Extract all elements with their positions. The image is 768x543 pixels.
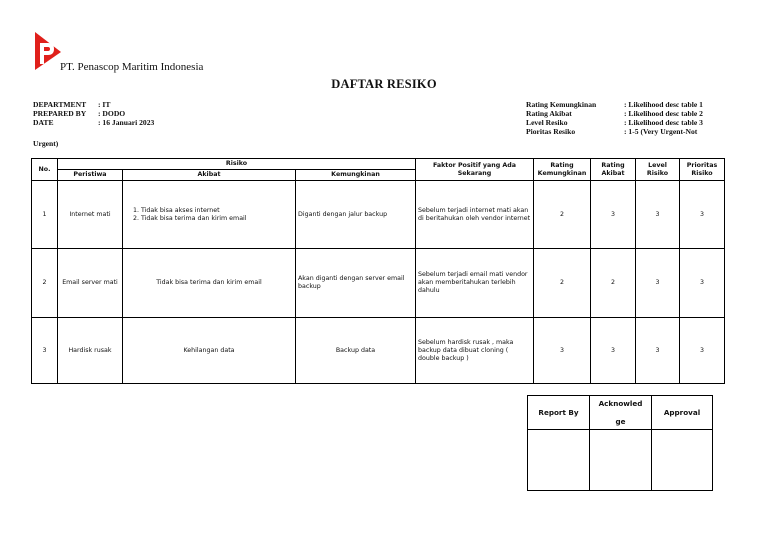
prepared-by-row	[33, 109, 154, 118]
row-level: 3	[636, 181, 680, 249]
row-kemungkinan: Akan diganti dengan server email backup	[296, 249, 416, 318]
legend-label: Rating Akibat	[526, 109, 572, 118]
list-item: 2. Tidak bisa terima dan kirim email	[141, 215, 293, 223]
rating-legend	[526, 100, 703, 136]
document-info	[33, 100, 154, 127]
legend-label: Pioritas Resiko	[526, 127, 576, 136]
row-rating-akibat: 3	[591, 318, 636, 384]
header-prioritas: Prioritas Risiko	[680, 159, 725, 181]
header-faktor: Faktor Positif yang Ada Sekarang	[416, 159, 534, 181]
risk-table	[31, 158, 725, 384]
signature-table	[527, 395, 713, 491]
department-value: : IT	[98, 100, 111, 109]
row-faktor: Sebelum terjadi internet mati akan di beritahukan oleh vendor internet	[416, 181, 534, 249]
legend-continuation: Urgent)	[33, 139, 59, 148]
company-logo	[31, 30, 63, 74]
header-akibat: Akibat	[123, 170, 296, 181]
header-risiko: Risiko	[58, 159, 416, 170]
row-rating-kemungkinan: 3	[534, 318, 591, 384]
acknowledge-line-2: ge	[615, 417, 626, 426]
row-level: 3	[636, 249, 680, 318]
row-akibat: Tidak bisa terima dan kirim email	[123, 249, 296, 318]
row-faktor: Sebelum hardisk rusak , maka backup data dibuat cloning ( double backup )	[416, 318, 534, 384]
legend-rating-kemungkinan	[526, 100, 703, 109]
legend-value: : Likelihood desc table 3	[624, 118, 703, 127]
acknowledge-label	[590, 396, 652, 430]
legend-prioritas-resiko	[526, 127, 703, 136]
document-title: DAFTAR RESIKO	[331, 77, 437, 91]
department-row	[33, 100, 154, 109]
header-peristiwa: Peristiwa	[58, 170, 123, 181]
row-no: 3	[32, 318, 58, 384]
legend-value: : Likelihood desc table 1	[624, 100, 703, 109]
row-faktor: Sebelum terjadi email mati vendor akan memberitahukan terlebih dahulu	[416, 249, 534, 318]
table-row	[32, 318, 725, 384]
row-level: 3	[636, 318, 680, 384]
row-peristiwa: Email server mati	[58, 249, 123, 318]
row-kemungkinan: Diganti dengan jalur backup	[296, 181, 416, 249]
table-row	[32, 181, 725, 249]
row-peristiwa: Internet mati	[58, 181, 123, 249]
row-rating-kemungkinan: 2	[534, 249, 591, 318]
header-no: No.	[32, 159, 58, 181]
row-rating-kemungkinan: 2	[534, 181, 591, 249]
header-rating-kemungkinan: Rating Kemungkinan	[534, 159, 591, 181]
header-rating-akibat: Rating Akibat	[591, 159, 636, 181]
row-akibat	[123, 181, 296, 249]
row-prioritas: 3	[680, 181, 725, 249]
acknowledge-signature	[590, 430, 652, 491]
legend-value: : 1-5 (Very Urgent-Not	[624, 127, 698, 136]
legend-label: Rating Kemungkinan	[526, 100, 597, 109]
approval-signature	[652, 430, 713, 491]
acknowledge-line-1: Acknowled	[598, 399, 643, 408]
row-rating-akibat: 2	[591, 249, 636, 318]
department-label: DEPARTMENT	[33, 100, 87, 109]
legend-label: Level Resiko	[526, 118, 568, 127]
legend-value: : Likelihood desc table 2	[624, 109, 703, 118]
report-by-signature	[528, 430, 590, 491]
row-rating-akibat: 3	[591, 181, 636, 249]
table-row	[32, 249, 725, 318]
approval-label: Approval	[652, 396, 713, 430]
company-name: PT. Penascop Maritim Indonesia	[60, 61, 204, 73]
row-kemungkinan: Backup data	[296, 318, 416, 384]
prepared-by-label: PREPARED BY	[33, 109, 87, 118]
header-level: Level Risiko	[636, 159, 680, 181]
date-value: : 16 Januari 2023	[98, 118, 155, 127]
row-prioritas: 3	[680, 318, 725, 384]
date-label: DATE	[33, 118, 54, 127]
legend-rating-akibat	[526, 109, 703, 118]
row-no: 2	[32, 249, 58, 318]
date-row	[33, 118, 154, 127]
report-by-label: Report By	[528, 396, 590, 430]
list-item: 1. Tidak bisa akses internet	[141, 207, 293, 215]
row-peristiwa: Hardisk rusak	[58, 318, 123, 384]
legend-level-resiko	[526, 118, 703, 127]
prepared-by-value: : DODO	[98, 109, 126, 118]
row-prioritas: 3	[680, 249, 725, 318]
row-no: 1	[32, 181, 58, 249]
row-akibat: Kehilangan data	[123, 318, 296, 384]
akibat-list	[125, 207, 293, 223]
header-kemungkinan: Kemungkinan	[296, 170, 416, 181]
